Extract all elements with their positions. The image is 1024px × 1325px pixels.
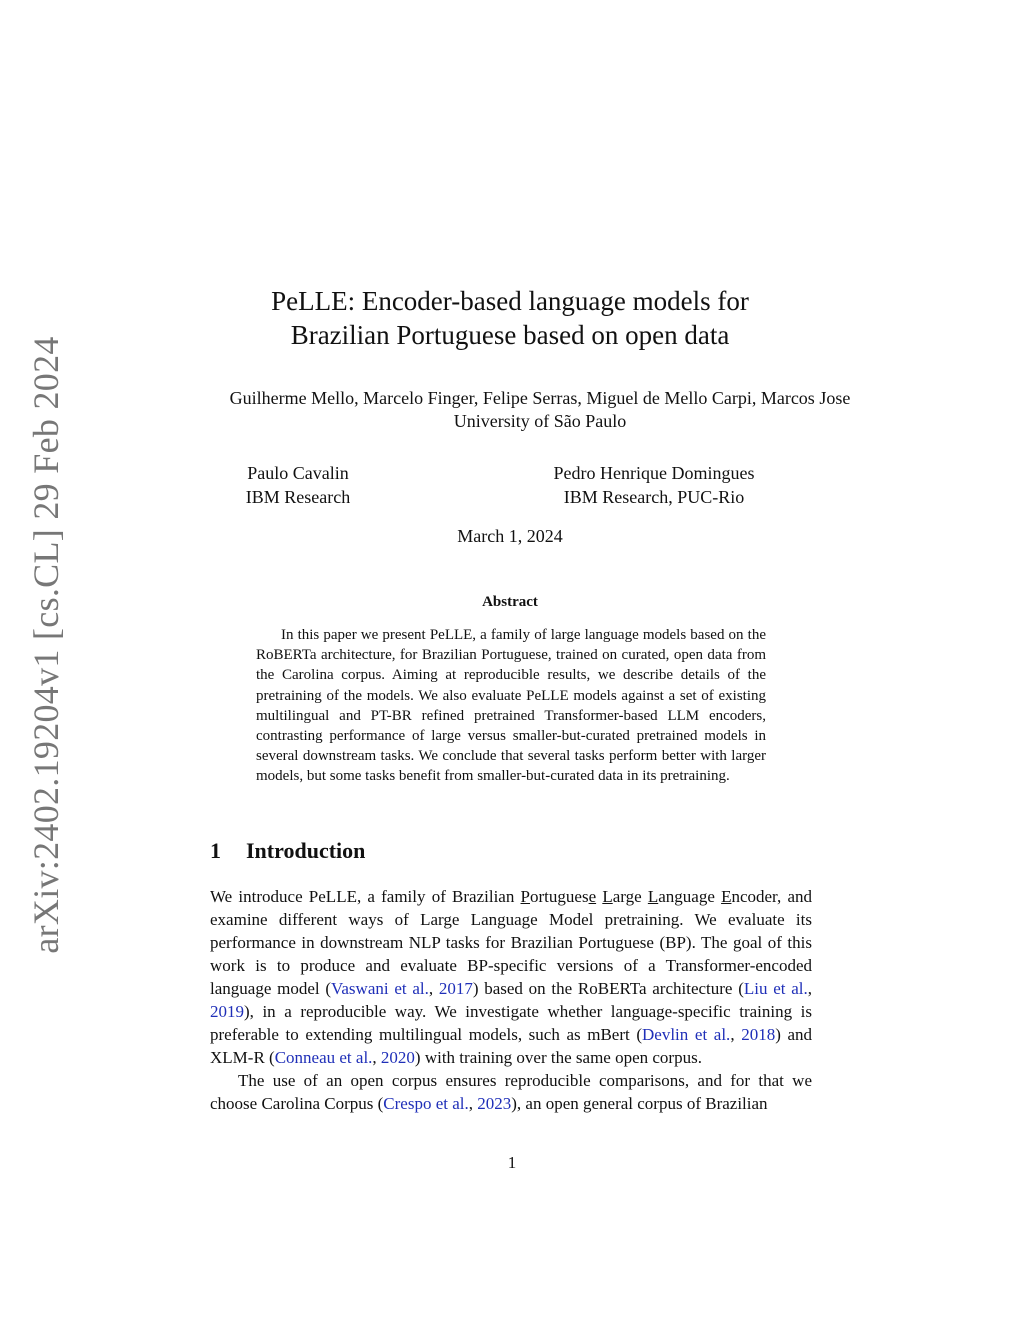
- author-block: [150, 387, 930, 433]
- publication-date: March 1, 2024: [457, 526, 563, 546]
- citation-link-crespo-year[interactable]: 2023: [477, 1094, 512, 1113]
- abstract-heading: Abstract: [482, 594, 538, 610]
- author-right-name: Pedro Henrique Domingues: [553, 463, 755, 483]
- author-right-affiliation: IBM Research, PUC-Rio: [563, 487, 745, 507]
- citation-link-liu-year[interactable]: 2019: [210, 1002, 244, 1021]
- author-affiliation: University of São Paulo: [453, 411, 627, 431]
- page-number: 1: [507, 1153, 517, 1172]
- section-number: 1: [210, 838, 221, 863]
- intro-paragraph-2: The use of an open corpus ensures reproducible comparisons, and for that we choose Carolina Corpus (Crespo et al., 2023), an open general corpus of Brazilian: [210, 1071, 812, 1113]
- citation-link-conneau-year[interactable]: 2020: [380, 1048, 415, 1067]
- citation-link-vaswani[interactable]: Vaswani et al.: [330, 979, 429, 998]
- citation-link-crespo[interactable]: Crespo et al.: [383, 1094, 469, 1113]
- author-names: Guilherme Mello, Marcelo Finger, Felipe Serras, Miguel de Mello Carpi, Marcos Jose: [229, 388, 851, 408]
- abstract-text: In this paper we present PeLLE, a family of large language models based on the RoBERTa architecture, for Brazilian Portuguese, trained on curated, open data from the Carolina corpus. Aiming at reproducible results, we describe details of the pretraining of the models. We also evaluate PeLLE models against a set of existing multilingual and PT-BR refined pretrained Transformer-based LLM encoders, contrasting performance of large versus smaller-but-curated pretrained models in several downstream tasks. We conclude that several tasks perform better with larger models, but some tasks benefit from smaller-but-curated data in its pretraining.: [256, 627, 766, 785]
- author-left-block: [238, 461, 358, 509]
- author-right-block: [530, 461, 778, 509]
- paper-title: [210, 284, 810, 352]
- author-left-affiliation: IBM Research: [245, 487, 351, 507]
- title-line-1: PeLLE: Encoder-based language models for: [271, 286, 749, 316]
- citation-link-devlin[interactable]: Devlin et al.: [642, 1025, 731, 1044]
- citation-link-liu[interactable]: Liu et al.: [743, 979, 808, 998]
- citation-link-conneau[interactable]: Conneau et al.: [274, 1048, 373, 1067]
- title-line-2: Brazilian Portuguese based on open data: [290, 320, 730, 350]
- intro-paragraph-1: We introduce PeLLE, a family of Brazilian Portuguese Large Language Encoder, and examine different ways of Large Language Model pretraining. We evaluate its performance in downstream NLP tasks for Brazilian Portuguese (BP). The goal of this work is to produce and evaluate BP-specific versions of a Transformer-encoded language model (Vaswani et al., 2017) based on the RoBERTa architecture (Liu et al., 2019), in a reproducible way. We investigate whether language-specific training is preferable to extending multilingual models, such as mBert (Devlin et al., 2018) and XLM-R (Conneau et al., 2020) with training over the same open corpus.: [210, 887, 813, 1067]
- citation-link-vaswani-year[interactable]: 2017: [438, 979, 473, 998]
- citation-link-devlin-year[interactable]: 2018: [741, 1025, 776, 1044]
- section-heading-introduction: [210, 838, 365, 864]
- author-left-name: Paulo Cavalin: [247, 463, 349, 483]
- arxiv-identifier-stamp[interactable]: arXiv:2402.19204v1 [cs.CL] 29 Feb 2024: [26, 336, 66, 954]
- introduction-body: [210, 885, 812, 1115]
- section-title: Introduction: [246, 838, 366, 863]
